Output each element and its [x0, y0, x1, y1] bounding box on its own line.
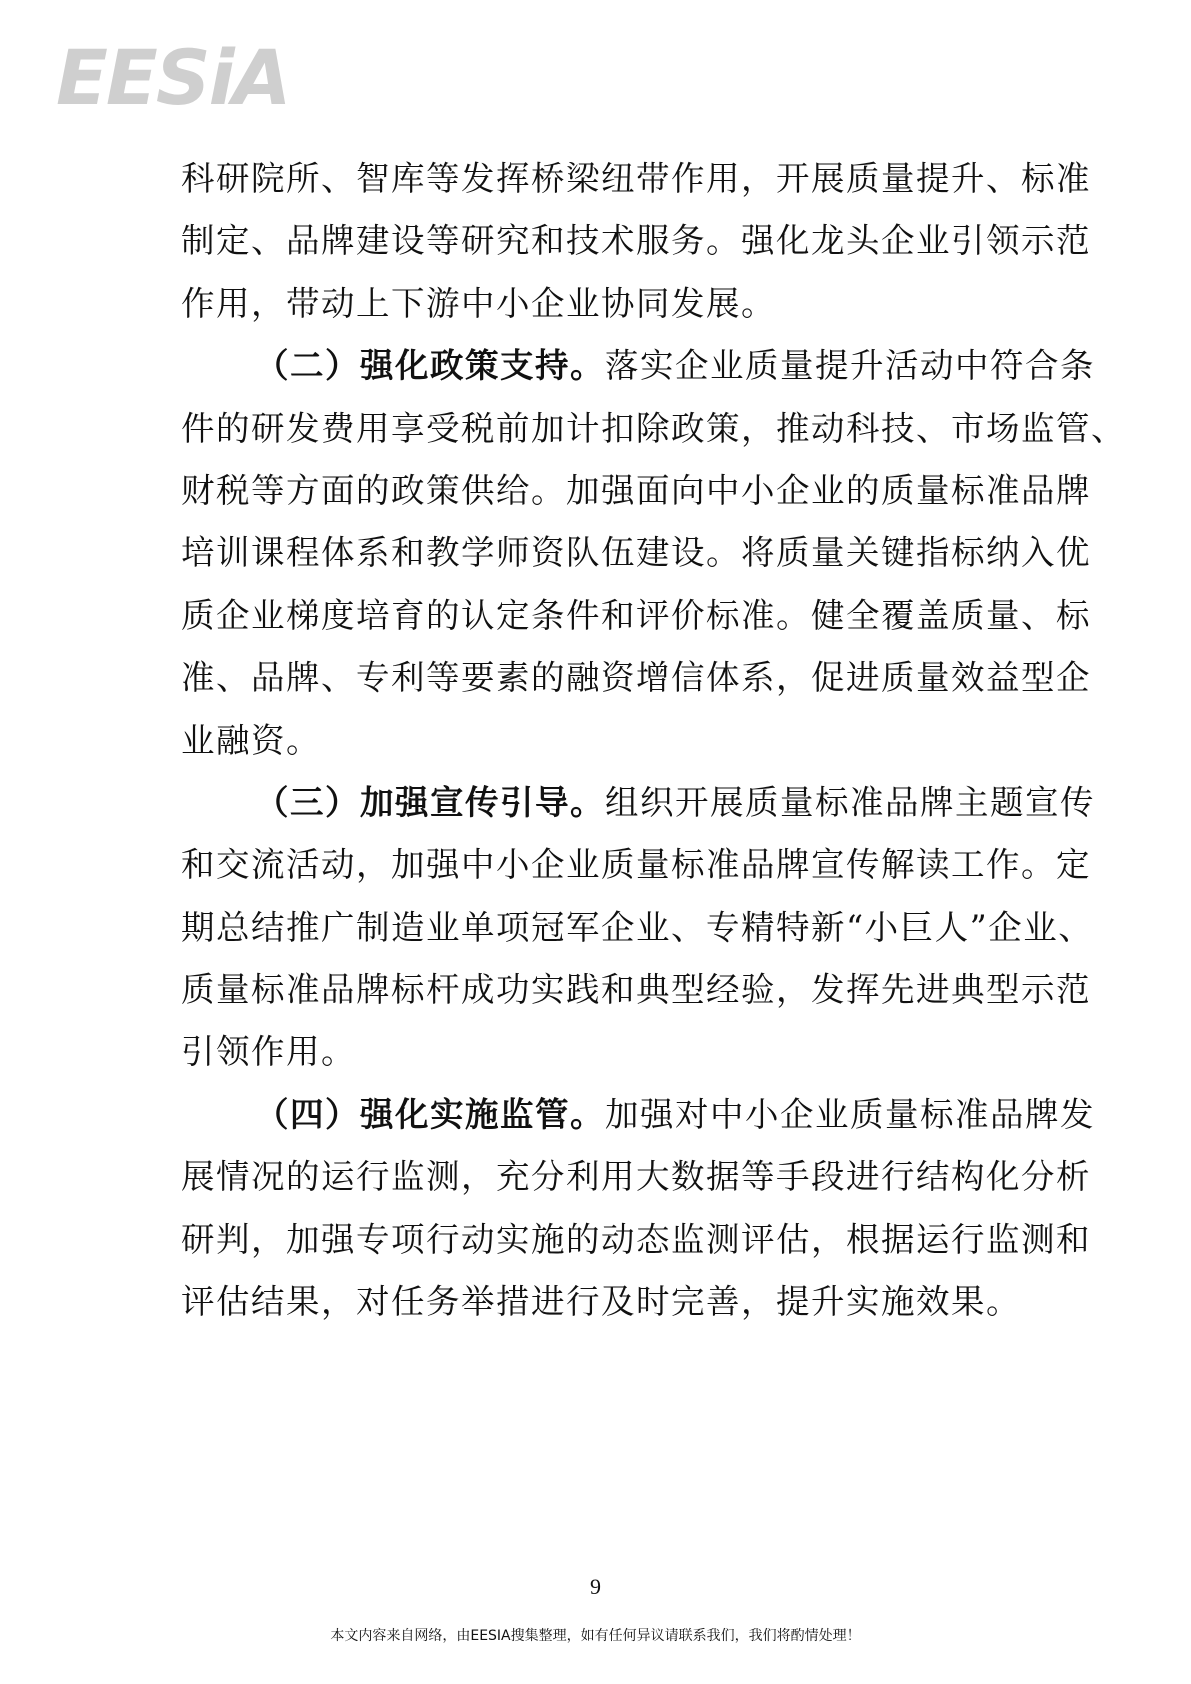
body-line: 展情况的运行监测，充分利用大数据等手段进行结构化分析 — [181, 1157, 1091, 1197]
section-heading-3: （三）加强宣传引导。 — [255, 782, 605, 822]
section-heading-2: （二）强化政策支持。 — [255, 346, 605, 386]
body-line: 和交流活动，加强中小企业质量标准品牌宣传解读工作。定 — [181, 845, 1091, 885]
body-line: 业融资。 — [181, 720, 321, 760]
body-line: 制定、品牌建设等研究和技术服务。强化龙头企业引领示范 — [181, 221, 1091, 261]
body-line: 培训课程体系和教学师资队伍建设。将质量关键指标纳入优 — [181, 533, 1091, 573]
body-text: 加强对中小企业质量标准品牌发 — [605, 1094, 1095, 1134]
body-line: 质量标准品牌标杆成功实践和典型经验，发挥先进典型示范 — [181, 970, 1091, 1010]
eesia-logo: EESiA — [56, 33, 290, 122]
body-line: 研判，加强专项行动实施的动态监测评估，根据运行监测和 — [181, 1219, 1091, 1259]
body-line: 引领作用。 — [181, 1032, 356, 1072]
paragraph-first-line — [181, 1084, 1095, 1146]
document-body — [181, 148, 1126, 1333]
paragraph-first-line — [181, 335, 1095, 397]
body-line: 质企业梯度培育的认定条件和评价标准。健全覆盖质量、标 — [181, 595, 1091, 635]
body-line: 件的研发费用享受税前加计扣除政策，推动科技、市场监管、 — [181, 408, 1126, 448]
footer-note: 本文内容来自网络，由EESIA搜集整理，如有任何异议请联系我们，我们将酌情处理！ — [330, 1628, 861, 1644]
paragraph-first-line — [181, 772, 1095, 834]
body-line: 评估结果，对任务举措进行及时完善，提升实施效果。 — [181, 1282, 1021, 1322]
body-line: 财税等方面的政策供给。加强面向中小企业的质量标准品牌 — [181, 470, 1091, 510]
section-heading-4: （四）强化实施监管。 — [255, 1094, 605, 1134]
page-number: 9 — [590, 1574, 601, 1599]
body-text: 落实企业质量提升活动中符合条 — [605, 346, 1095, 386]
body-line: 作用，带动上下游中小企业协同发展。 — [181, 283, 776, 323]
body-text: 组织开展质量标准品牌主题宣传 — [605, 782, 1095, 822]
body-line: 准、品牌、专利等要素的融资增信体系，促进质量效益型企 — [181, 658, 1091, 698]
body-line: 科研院所、智库等发挥桥梁纽带作用，开展质量提升、标准 — [181, 159, 1091, 198]
body-line: 期总结推广制造业单项冠军企业、专精特新“小巨人”企业、 — [181, 907, 1094, 947]
